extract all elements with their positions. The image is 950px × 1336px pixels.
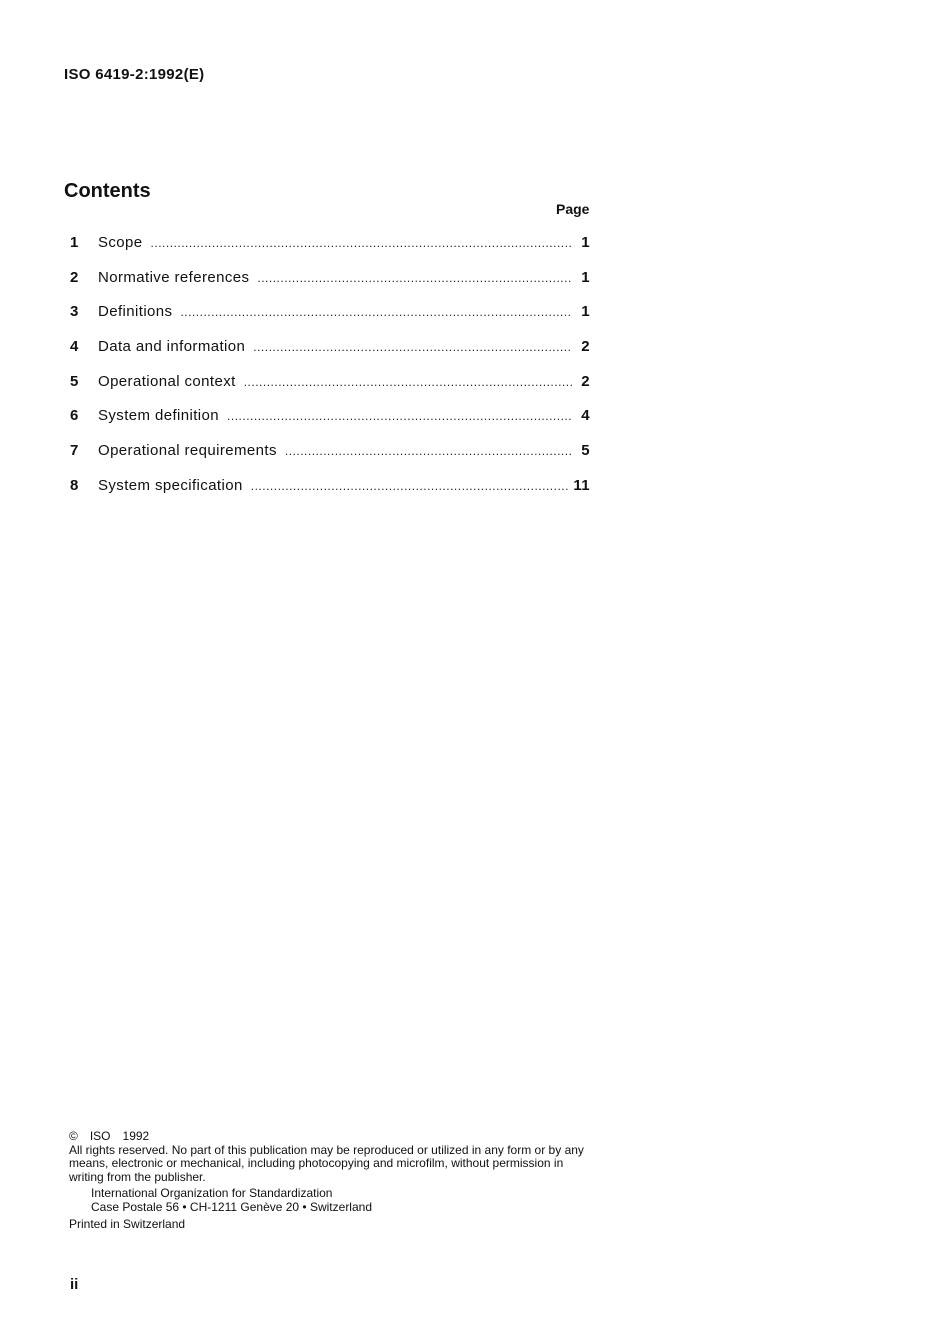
organization-address: Case Postale 56 • CH-1211 Genève 20 • Switzerland (91, 1199, 372, 1214)
copyright-year: 1992 (122, 1129, 150, 1143)
dot-leader (257, 271, 572, 285)
toc-entry-page: 1 (581, 303, 590, 321)
toc-entry-number: 4 (70, 338, 79, 356)
toc-entry-number: 2 (70, 268, 79, 286)
toc-entry-definitions[interactable] (70, 303, 590, 338)
toc-entry-number: 5 (70, 372, 79, 390)
toc-entry-page: 2 (581, 372, 590, 390)
toc-entry-page: 4 (581, 407, 590, 425)
toc-entry-system-definition[interactable] (70, 407, 590, 442)
toc-entry-title: Operational requirements (98, 442, 277, 460)
dot-leader (151, 236, 572, 250)
dot-leader (251, 479, 570, 493)
toc-entry-system-specification[interactable] (70, 477, 590, 512)
rights-statement: All rights reserved. No part of this publication may be reproduced or utilized in any form or by any means, electronic or mechanical, including photocopying and microfilm, without permission in writing from the publisher. (69, 1142, 584, 1184)
page-number: ii (70, 1276, 79, 1293)
toc-entry-page: 2 (581, 338, 590, 356)
copyright-line (69, 1130, 599, 1144)
toc-entry-title: System definition (98, 407, 220, 425)
toc-entry-number: 6 (70, 407, 79, 425)
toc-entry-operational-context[interactable] (70, 373, 590, 408)
dot-leader (244, 375, 572, 389)
toc-entry-title: Definitions (98, 303, 173, 321)
toc-entry-page: 1 (581, 234, 590, 251)
toc-entry-number: 3 (70, 303, 79, 321)
toc-entry-number: 8 (70, 476, 79, 494)
toc-entry-page: 5 (581, 442, 590, 460)
toc-entry-normative-references[interactable] (70, 269, 590, 304)
dot-leader (227, 409, 572, 423)
toc-entry-data-and-information[interactable] (70, 338, 590, 373)
toc-entry-title: Scope (98, 234, 143, 251)
printed-in: Printed in Switzerland (69, 1217, 186, 1231)
toc-entry-operational-requirements[interactable] (70, 442, 590, 477)
organization-name: International Organization for Standardization (91, 1186, 333, 1200)
toc-entry-title: Normative references (98, 268, 250, 286)
copyright-notice (69, 1130, 599, 1232)
toc-entry-number: 1 (70, 234, 79, 251)
toc-entry-number: 7 (70, 442, 79, 460)
dot-leader (285, 444, 572, 458)
copyright-symbol: © (69, 1129, 78, 1143)
toc-entry-scope[interactable] (70, 234, 590, 269)
copyright-owner: ISO (89, 1129, 111, 1143)
toc-entry-title: System specification (98, 476, 243, 494)
dot-leader (180, 305, 572, 319)
toc-entry-title: Operational context (98, 372, 236, 390)
dot-leader (253, 340, 572, 354)
page-column-label: Page (556, 201, 590, 217)
toc-entry-page: 1 (581, 268, 590, 286)
contents-heading: Contents (64, 180, 151, 202)
table-of-contents (70, 234, 590, 512)
document-id: ISO 6419-2:1992(E) (64, 66, 205, 83)
toc-entry-title: Data and information (98, 338, 246, 356)
toc-entry-page: 11 (573, 476, 590, 494)
